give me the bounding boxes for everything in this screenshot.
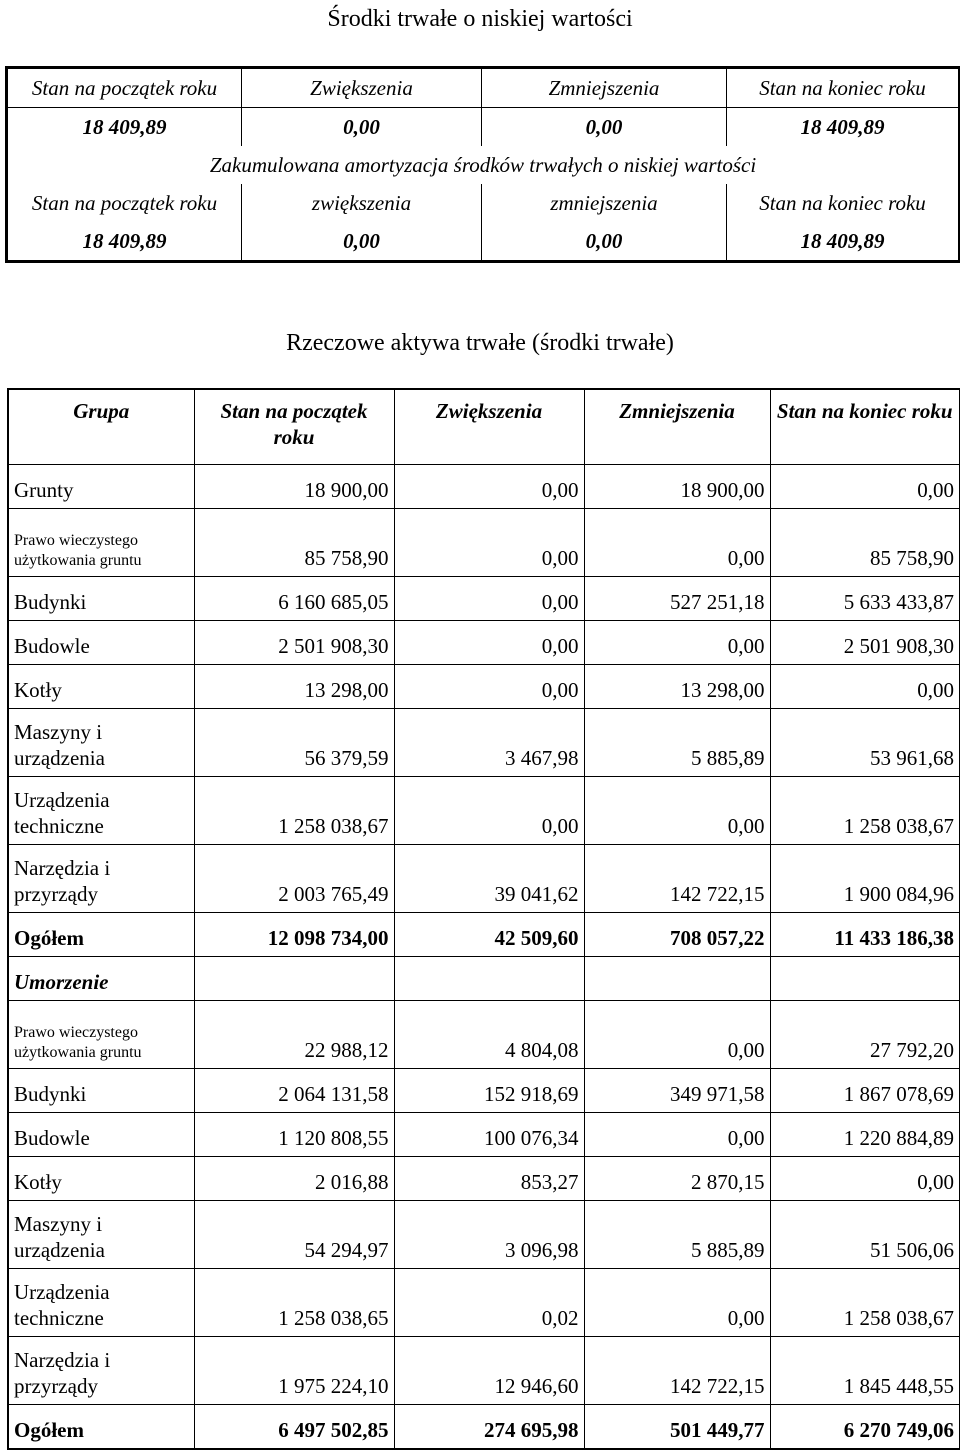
- table-cell: 0,00: [394, 621, 584, 665]
- table-row: [8, 1157, 960, 1201]
- table-cell: 2 501 908,30: [770, 621, 960, 665]
- table-row: [8, 777, 960, 845]
- table-cell: 0,00: [584, 1269, 770, 1337]
- total-row: [8, 913, 960, 957]
- column-header: Zwiększenia: [242, 68, 482, 108]
- table-cell: 0,00: [584, 1001, 770, 1069]
- table-row: [8, 709, 960, 777]
- column-header: zmniejszenia: [482, 184, 727, 222]
- table-cell: 527 251,18: [584, 577, 770, 621]
- section-title-row: [7, 146, 960, 184]
- row-label: Prawo wieczystego użytkowania gruntu: [8, 1001, 194, 1069]
- table-cell: 2 064 131,58: [194, 1069, 394, 1113]
- table-cell: 3 096,98: [394, 1201, 584, 1269]
- table-cell: 1 900 084,96: [770, 845, 960, 913]
- table-cell: 0,00: [584, 1113, 770, 1157]
- row-label: Narzędzia i przyrządy: [8, 1337, 194, 1405]
- table-cell: 1 258 038,67: [770, 777, 960, 845]
- column-header: Stan na koniec roku: [770, 389, 960, 465]
- table-cell: 18 409,89: [7, 108, 242, 147]
- table-header-row: [7, 184, 960, 222]
- table-cell: 5 885,89: [584, 709, 770, 777]
- table-cell: 18 409,89: [800, 114, 885, 139]
- table-row: [7, 222, 960, 262]
- table-cell: 0,02: [394, 1269, 584, 1337]
- table-cell: 0,00: [394, 509, 584, 577]
- table-cell: 3 467,98: [394, 709, 584, 777]
- table-cell: 12 098 734,00: [194, 913, 394, 957]
- table-cell: 56 379,59: [194, 709, 394, 777]
- empty-cell: [770, 957, 960, 1001]
- table-cell: 0,00: [394, 465, 584, 509]
- table-cell: 5 885,89: [584, 1201, 770, 1269]
- row-label: Budynki: [8, 1069, 194, 1113]
- table-row: [8, 665, 960, 709]
- table-cell: 0,00: [584, 509, 770, 577]
- table-cell: 349 971,58: [584, 1069, 770, 1113]
- table-header-row: [7, 68, 960, 108]
- table-cell: 2 870,15: [584, 1157, 770, 1201]
- table-cell: 11 433 186,38: [770, 913, 960, 957]
- table-cell: 0,00: [584, 777, 770, 845]
- table-cell: 1 258 038,67: [770, 1269, 960, 1337]
- table-cell: 708 057,22: [584, 913, 770, 957]
- column-header: Stan na początek roku: [7, 184, 242, 222]
- table-row: [8, 1001, 960, 1069]
- table-row: [8, 1069, 960, 1113]
- row-label: Ogółem: [8, 913, 194, 957]
- table-cell: 85 758,90: [194, 509, 394, 577]
- table-cell: 501 449,77: [584, 1405, 770, 1450]
- table-cell: 0,00: [394, 665, 584, 709]
- table-cell: 2 003 765,49: [194, 845, 394, 913]
- total-row: [8, 1405, 960, 1450]
- column-header: zwiększenia: [242, 184, 482, 222]
- table-cell: 54 294,97: [194, 1201, 394, 1269]
- table-cell: 12 946,60: [394, 1337, 584, 1405]
- table-cell: 0,00: [242, 108, 482, 147]
- row-label: Grunty: [8, 465, 194, 509]
- table-cell: 152 918,69: [394, 1069, 584, 1113]
- table-cell: 0,00: [242, 222, 482, 262]
- table-row: [8, 1269, 960, 1337]
- table-cell: 22 988,12: [194, 1001, 394, 1069]
- table-row: [8, 845, 960, 913]
- table-row: [8, 465, 960, 509]
- table-cell: 142 722,15: [584, 845, 770, 913]
- row-label: Ogółem: [8, 1405, 194, 1450]
- table-cell: 18 900,00: [584, 465, 770, 509]
- table-cell: 100 076,34: [394, 1113, 584, 1157]
- row-label: Prawo wieczystego użytkowania gruntu: [8, 509, 194, 577]
- table-cell: 1 220 884,89: [770, 1113, 960, 1157]
- table-cell: 0,00: [770, 665, 960, 709]
- table-cell: 5 633 433,87: [770, 577, 960, 621]
- table-cell: 2 016,88: [194, 1157, 394, 1201]
- table-cell: 1 258 038,67: [194, 777, 394, 845]
- column-header: Zmniejszenia: [482, 68, 727, 108]
- table-cell: 18 409,89: [7, 222, 242, 262]
- table-cell: 6 160 685,05: [194, 577, 394, 621]
- table-cell: 0,00: [482, 108, 727, 147]
- section-label: Umorzenie: [8, 957, 194, 1001]
- table-cell: 1 867 078,69: [770, 1069, 960, 1113]
- table-row: [8, 1337, 960, 1405]
- table-row: [8, 1113, 960, 1157]
- table-cell: 18 409,89: [800, 228, 885, 253]
- table-cell: 13 298,00: [194, 665, 394, 709]
- table-cell: 0,00: [394, 577, 584, 621]
- page-title: Środki trwałe o niskiej wartości: [327, 6, 633, 32]
- table-row: [8, 577, 960, 621]
- column-header: Stan na koniec roku: [759, 190, 926, 215]
- table-cell: 2 501 908,30: [194, 621, 394, 665]
- empty-cell: [194, 957, 394, 1001]
- table-cell: 1 258 038,65: [194, 1269, 394, 1337]
- table-cell: 0,00: [584, 621, 770, 665]
- row-label: Budynki: [8, 577, 194, 621]
- table-row: [7, 108, 960, 147]
- section-title: Rzeczowe aktywa trwałe (środki trwałe): [286, 330, 674, 356]
- table-cell: 51 506,06: [770, 1201, 960, 1269]
- table-cell: 1 120 808,55: [194, 1113, 394, 1157]
- low-value-assets-table: [5, 66, 960, 263]
- table-cell: 1 845 448,55: [770, 1337, 960, 1405]
- row-label: Budowle: [8, 621, 194, 665]
- table-cell: 6 270 749,06: [770, 1405, 960, 1450]
- empty-cell: [394, 957, 584, 1001]
- column-header: Grupa: [8, 389, 194, 465]
- row-label: Urządzenia techniczne: [8, 777, 194, 845]
- table-cell: 53 961,68: [770, 709, 960, 777]
- table-cell: 0,00: [394, 777, 584, 845]
- table-cell: 0,00: [770, 465, 960, 509]
- table-cell: 42 509,60: [394, 913, 584, 957]
- row-label: Budowle: [8, 1113, 194, 1157]
- table-cell: 0,00: [482, 222, 727, 262]
- table-cell: 27 792,20: [770, 1001, 960, 1069]
- row-label: Kotły: [8, 1157, 194, 1201]
- depreciation-title: Zakumulowana amortyzacja środków trwałych o niskiej wartości: [209, 152, 757, 177]
- column-header: Zwiększenia: [394, 389, 584, 465]
- column-header: Zmniejszenia: [584, 389, 770, 465]
- empty-cell: [584, 957, 770, 1001]
- table-cell: 274 695,98: [394, 1405, 584, 1450]
- row-label: Narzędzia i przyrządy: [8, 845, 194, 913]
- table-row: [8, 509, 960, 577]
- table-header-row: [8, 389, 960, 465]
- row-label: Urządzenia techniczne: [8, 1269, 194, 1337]
- fixed-assets-table: [7, 388, 960, 1450]
- table-cell: 39 041,62: [394, 845, 584, 913]
- table-cell: 0,00: [770, 1157, 960, 1201]
- table-cell: 13 298,00: [584, 665, 770, 709]
- table-row: [8, 1201, 960, 1269]
- section-row: [8, 957, 960, 1001]
- column-header: Stan na początek roku: [7, 68, 242, 108]
- table-cell: 853,27: [394, 1157, 584, 1201]
- row-label: Maszyny i urządzenia: [8, 1201, 194, 1269]
- row-label: Kotły: [8, 665, 194, 709]
- table-cell: 142 722,15: [584, 1337, 770, 1405]
- table-cell: 85 758,90: [770, 509, 960, 577]
- table-cell: 4 804,08: [394, 1001, 584, 1069]
- table-cell: 1 975 224,10: [194, 1337, 394, 1405]
- table-row: [8, 621, 960, 665]
- column-header: Stan na początek roku: [194, 389, 394, 465]
- table-cell: 18 900,00: [194, 465, 394, 509]
- column-header: Stan na koniec roku: [727, 68, 960, 108]
- row-label: Maszyny i urządzenia: [8, 709, 194, 777]
- table-cell: 6 497 502,85: [194, 1405, 394, 1450]
